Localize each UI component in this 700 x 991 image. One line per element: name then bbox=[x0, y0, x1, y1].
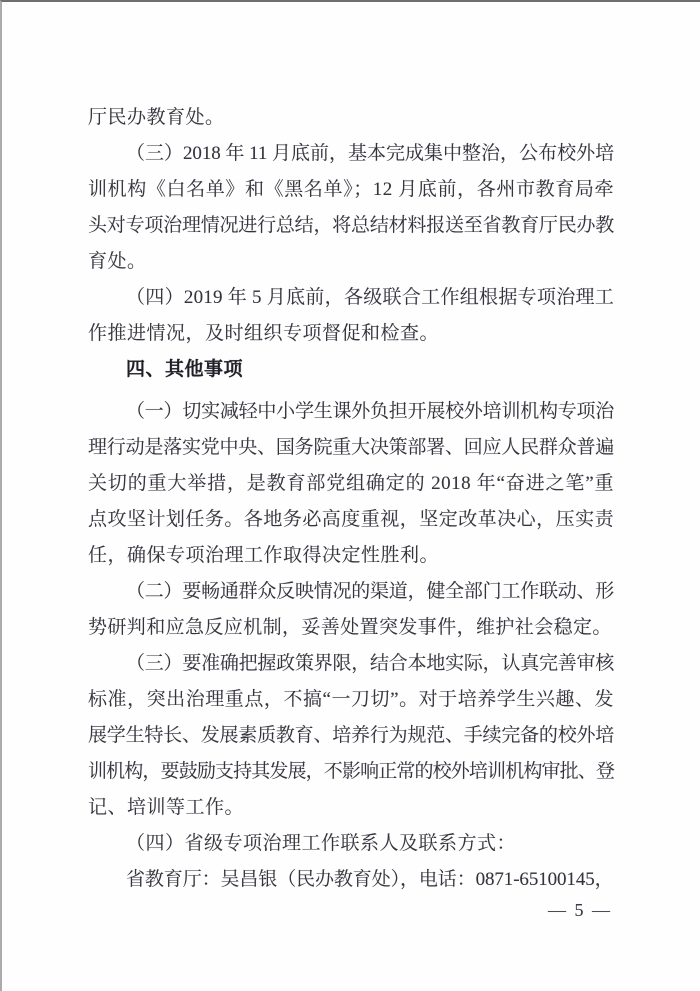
text-line: 理行动是落实党中央、国务院重大决策部署、回应人民群众普遍 bbox=[88, 437, 614, 458]
document-body bbox=[88, 100, 614, 898]
text-line: 记、培训等工作。 bbox=[88, 797, 245, 818]
text-line: 点攻坚计划任务。各地务必高度重视，坚定改革决心，压实责 bbox=[88, 509, 614, 530]
text-line: 关切的重大举措，是教育部党组确定的 2018 年“奋进之笔”重 bbox=[88, 473, 614, 494]
paragraph bbox=[88, 280, 614, 352]
paragraph bbox=[88, 100, 614, 136]
text-line: 展学生特长、发展素质教育、培养行为规范、手续完备的校外培 bbox=[88, 725, 614, 746]
heading-line: 四、其他事项 bbox=[126, 359, 244, 380]
text-line: （四）省级专项治理工作联系人及联系方式： bbox=[126, 833, 517, 854]
text-line: 势研判和应急反应机制，妥善处置突发事件，维护社会稳定。 bbox=[88, 617, 612, 638]
text-line: 厅民办教育处。 bbox=[88, 107, 225, 128]
text-line: 训机构，要鼓励支持其发展，不影响正常的校外培训机构审批、登 bbox=[88, 761, 614, 782]
paragraph bbox=[88, 574, 614, 646]
text-line: 头对专项治理情况进行总结，将总结材料报送至省教育厅民办教 bbox=[88, 215, 614, 236]
text-line: 任，确保专项治理工作取得决定性胜利。 bbox=[88, 545, 440, 566]
text-line: （一）切实减轻中小学生课外负担开展校外培训机构专项治 bbox=[126, 401, 614, 422]
page-number: — 5 — bbox=[548, 900, 612, 920]
paragraph bbox=[88, 394, 614, 574]
text-line: （二）要畅通群众反映情况的渠道，健全部门工作联动、形 bbox=[126, 581, 614, 602]
paragraph bbox=[88, 862, 614, 898]
paragraph bbox=[88, 826, 614, 862]
text-line: （三）要准确把握政策界限，结合本地实际，认真完善审核 bbox=[126, 653, 614, 674]
text-line: 省教育厅：吴昌银（民办教育处），电话：0871-65100145， bbox=[126, 869, 614, 890]
paragraph bbox=[88, 136, 614, 280]
text-line: 训机构《白名单》和《黑名单》；12 月底前，各州市教育局牵 bbox=[88, 179, 614, 200]
section-heading bbox=[88, 352, 614, 388]
text-line: 标准，突出治理重点，不搞“一刀切”。对于培养学生兴趣、发 bbox=[88, 689, 614, 710]
text-line: 作推进情况，及时组织专项督促和检查。 bbox=[88, 323, 440, 344]
paragraph bbox=[88, 646, 614, 826]
text-line: 育处。 bbox=[88, 251, 147, 272]
text-line: （三）2018 年 11 月底前，基本完成集中整治，公布校外培 bbox=[126, 143, 614, 164]
text-line: （四）2019 年 5 月底前，各级联合工作组根据专项治理工 bbox=[126, 287, 614, 308]
